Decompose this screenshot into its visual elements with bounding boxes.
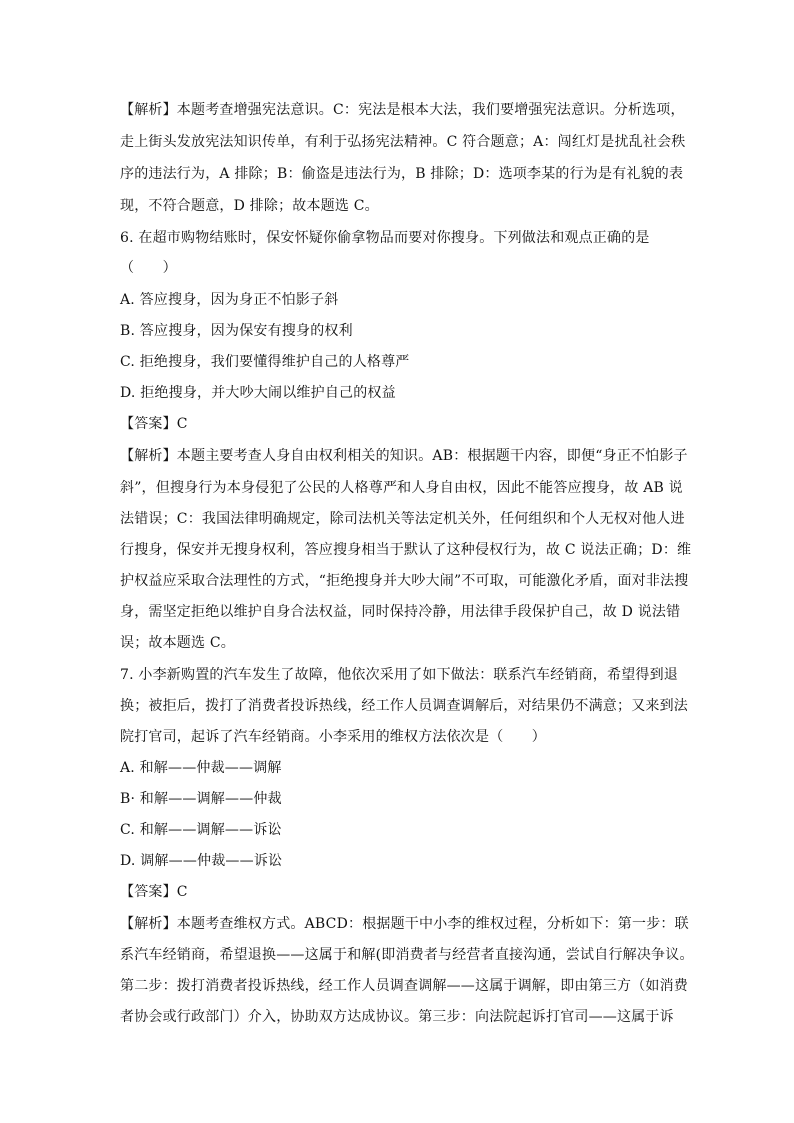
question-6-answer: 【答案】C bbox=[120, 416, 188, 432]
question-6-option-b: B. 答应搜身，因为保安有搜身的权利 bbox=[120, 323, 353, 339]
analysis-q7-line-2: 系汽车经销商，希望退换——这属于和解(即消费者与经营者直接沟通，尝试自行解决争议。 bbox=[120, 947, 694, 963]
analysis-q5-line-3: 序的违法行为，A 排除；B：偷盗是违法行为，B 排除；D：选项李某的行为是有礼貌的表 bbox=[120, 166, 684, 182]
question-7-option-b: B· 和解——调解——仲裁 bbox=[120, 791, 282, 807]
question-6-option-c: C. 拒绝搜身，我们要懂得维护自己的人格尊严 bbox=[120, 354, 410, 370]
question-7-stem-line-2: 换；被拒后，拨打了消费者投诉热线，经工作人员调查调解后，对结果仍不满意；又来到法 bbox=[120, 698, 688, 714]
analysis-q7-line-1: 【解析】本题考查维权方式。ABCD：根据题干中小李的维权过程，分析如下：第一步：联 bbox=[120, 916, 689, 932]
analysis-q6-line-3: 法错误；C：我国法律明确规定，除司法机关等法定机关外，任何组织和个人无权对他人进 bbox=[120, 511, 685, 527]
question-7-answer: 【答案】C bbox=[120, 884, 188, 900]
analysis-q7-line-4: 者协会或行政部门）介入，协助双方达成协议。第三步：向法院起诉打官司——这属于诉 bbox=[120, 1009, 674, 1025]
question-6-blank: （ ） bbox=[120, 260, 177, 276]
analysis-q6-line-2: 斜”，但搜身行为本身侵犯了公民的人格尊严和人身自由权，因此不能答应搜身，故 AB 说 bbox=[120, 480, 683, 496]
analysis-q6-line-1: 【解析】本题主要考查人身自由权利相关的知识。AB：根据题干内容，即便“身正不怕影子 bbox=[120, 448, 688, 464]
question-7-stem-line-1: 7. 小李新购置的汽车发生了故障，他依次采用了如下做法：联系汽车经销商，希望得到退 bbox=[120, 667, 679, 683]
analysis-q6-line-7: 误；故本题选 C。 bbox=[120, 635, 235, 651]
analysis-q7-line-3: 第二步：拨打消费者投诉热线，经工作人员调查调解——这属于调解，即由第三方（如消费 bbox=[120, 978, 688, 994]
analysis-q6-line-4: 行搜身，保安并无搜身权利，答应搜身相当于默认了这种侵权行为，故 C 说法正确；D：维 bbox=[120, 542, 692, 558]
question-7-stem-line-3: 院打官司，起诉了汽车经销商。小李采用的维权方法依次是（ ） bbox=[120, 729, 546, 745]
question-6-stem: 6. 在超市购物结账时，保安怀疑你偷拿物品而要对你搜身。下列做法和观点正确的是 bbox=[120, 230, 650, 246]
question-6-option-d: D. 拒绝搜身，并大吵大闹以维护自己的权益 bbox=[120, 385, 396, 401]
analysis-q5-line-2: 走上街头发放宪法知识传单，有利于弘扬宪法精神。C 符合题意；A：闯红灯是扰乱社会秩 bbox=[120, 134, 686, 150]
analysis-q6-line-5: 护权益应采取合法理性的方式，“拒绝搜身并大吵大闹”不可取，可能激化矛盾，面对非法搜 bbox=[120, 573, 689, 589]
analysis-q6-line-6: 身，需坚定拒绝以维护自身合法权益，同时保持冷静，用法律手段保护自己，故 D 说法错 bbox=[120, 604, 681, 620]
analysis-q5-line-4: 现，不符合题意，D 排除；故本题选 C。 bbox=[120, 198, 379, 214]
question-6-option-a: A. 答应搜身，因为身正不怕影子斜 bbox=[120, 292, 339, 308]
question-7-option-a: A. 和解——仲裁——调解 bbox=[120, 760, 282, 776]
analysis-q5-line-1: 【解析】本题考查增强宪法意识。C：宪法是根本大法，我们要增强宪法意识。分析选项， bbox=[120, 102, 685, 118]
question-7-option-c: C. 和解——调解——诉讼 bbox=[120, 822, 282, 838]
question-7-option-d: D. 调解——仲裁——诉讼 bbox=[120, 853, 283, 869]
